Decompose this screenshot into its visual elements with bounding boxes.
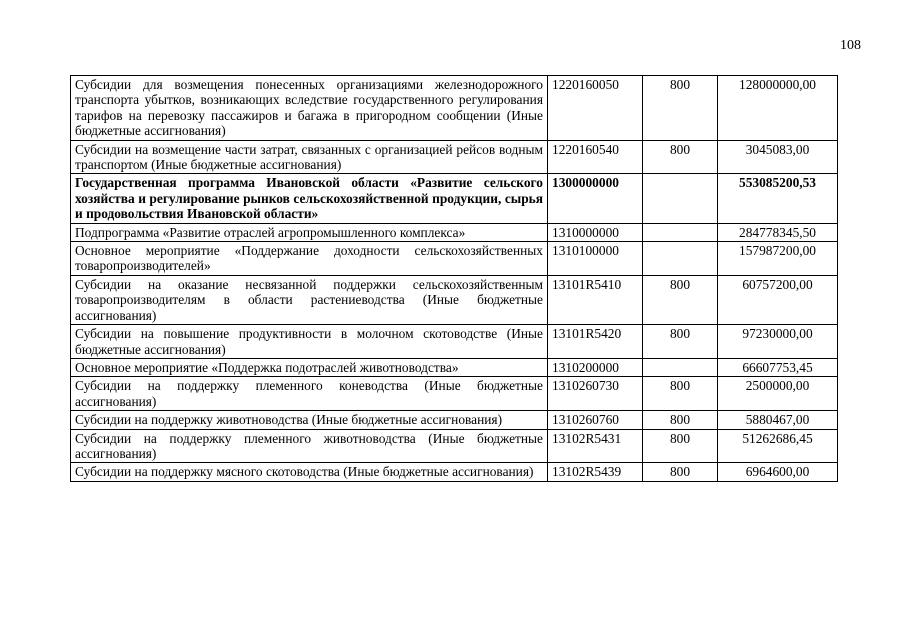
row-name-cell: Субсидии на поддержку племенного животноводства (Иные бюджетные ассигнования) (71, 429, 548, 463)
row-amount-cell: 60757200,00 (718, 275, 838, 324)
row-name-cell: Субсидии на повышение продуктивности в молочном скотоводстве (Иные бюджетные ассигнования) (71, 325, 548, 359)
row-amount-cell: 66607753,45 (718, 358, 838, 376)
row-name-cell: Основное мероприятие «Поддержание доходности сельскохозяйственных товаропроизводителей» (71, 242, 548, 276)
row-amount-cell: 97230000,00 (718, 325, 838, 359)
row-name-cell: Подпрограмма «Развитие отраслей агропромышленного комплекса» (71, 223, 548, 241)
table-row (71, 275, 838, 324)
row-expense-type-cell: 800 (643, 411, 718, 429)
table-row (71, 358, 838, 376)
row-name-cell: Субсидии на оказание несвязанной поддержки сельскохозяйственным товаропроизводителям в области растениеводства (Иные бюджетные ассигнования) (71, 275, 548, 324)
budget-table (70, 75, 838, 482)
row-amount-cell: 553085200,53 (718, 174, 838, 223)
table-row (71, 242, 838, 276)
page-number: 108 (840, 38, 861, 53)
row-name-cell: Субсидии на поддержку племенного коневодства (Иные бюджетные ассигнования) (71, 377, 548, 411)
row-expense-type-cell: 800 (643, 325, 718, 359)
table-row (71, 174, 838, 223)
table-row (71, 377, 838, 411)
row-code-cell: 1310260760 (548, 411, 643, 429)
row-code-cell: 13101R5420 (548, 325, 643, 359)
table-row (71, 140, 838, 174)
row-expense-type-cell: 800 (643, 377, 718, 411)
row-code-cell: 13102R5431 (548, 429, 643, 463)
row-code-cell: 1310100000 (548, 242, 643, 276)
row-amount-cell: 284778345,50 (718, 223, 838, 241)
row-code-cell: 1220160540 (548, 140, 643, 174)
row-expense-type-cell: 800 (643, 76, 718, 141)
row-amount-cell: 5880467,00 (718, 411, 838, 429)
row-amount-cell: 128000000,00 (718, 76, 838, 141)
row-name-cell: Основное мероприятие «Поддержка подотраслей животноводства» (71, 358, 548, 376)
table-row (71, 76, 838, 141)
table-row (71, 223, 838, 241)
row-expense-type-cell: 800 (643, 429, 718, 463)
row-code-cell: 1300000000 (548, 174, 643, 223)
row-expense-type-cell (643, 358, 718, 376)
table-row (71, 411, 838, 429)
row-amount-cell: 6964600,00 (718, 463, 838, 481)
budget-table-body (71, 76, 838, 482)
row-name-cell: Субсидии на поддержку мясного скотоводства (Иные бюджетные ассигнования) (71, 463, 548, 481)
row-code-cell: 1310260730 (548, 377, 643, 411)
row-amount-cell: 51262686,45 (718, 429, 838, 463)
row-code-cell: 1310200000 (548, 358, 643, 376)
table-row (71, 325, 838, 359)
row-code-cell: 13101R5410 (548, 275, 643, 324)
row-name-cell: Государственная программа Ивановской области «Развитие сельского хозяйства и регулирование рынков сельскохозяйственной продукции, сырья и продовольствия Ивановской области» (71, 174, 548, 223)
row-name-cell: Субсидии на возмещение части затрат, связанных с организацией рейсов водным транспортом (Иные бюджетные ассигнования) (71, 140, 548, 174)
row-expense-type-cell (643, 242, 718, 276)
row-expense-type-cell: 800 (643, 463, 718, 481)
row-expense-type-cell (643, 174, 718, 223)
row-amount-cell: 3045083,00 (718, 140, 838, 174)
table-row (71, 429, 838, 463)
row-code-cell: 1310000000 (548, 223, 643, 241)
row-expense-type-cell: 800 (643, 140, 718, 174)
row-code-cell: 1220160050 (548, 76, 643, 141)
row-code-cell: 13102R5439 (548, 463, 643, 481)
row-name-cell: Субсидии на поддержку животноводства (Иные бюджетные ассигнования) (71, 411, 548, 429)
row-amount-cell: 2500000,00 (718, 377, 838, 411)
row-expense-type-cell (643, 223, 718, 241)
row-name-cell: Субсидии для возмещения понесенных организациями железнодорожного транспорта убытков, возникающих вследствие государственного регулирования тарифов на перевозку пассажиров и багажа в пригородном сообщении (Иные бюджетные ассигнования) (71, 76, 548, 141)
table-row (71, 463, 838, 481)
row-expense-type-cell: 800 (643, 275, 718, 324)
row-amount-cell: 157987200,00 (718, 242, 838, 276)
